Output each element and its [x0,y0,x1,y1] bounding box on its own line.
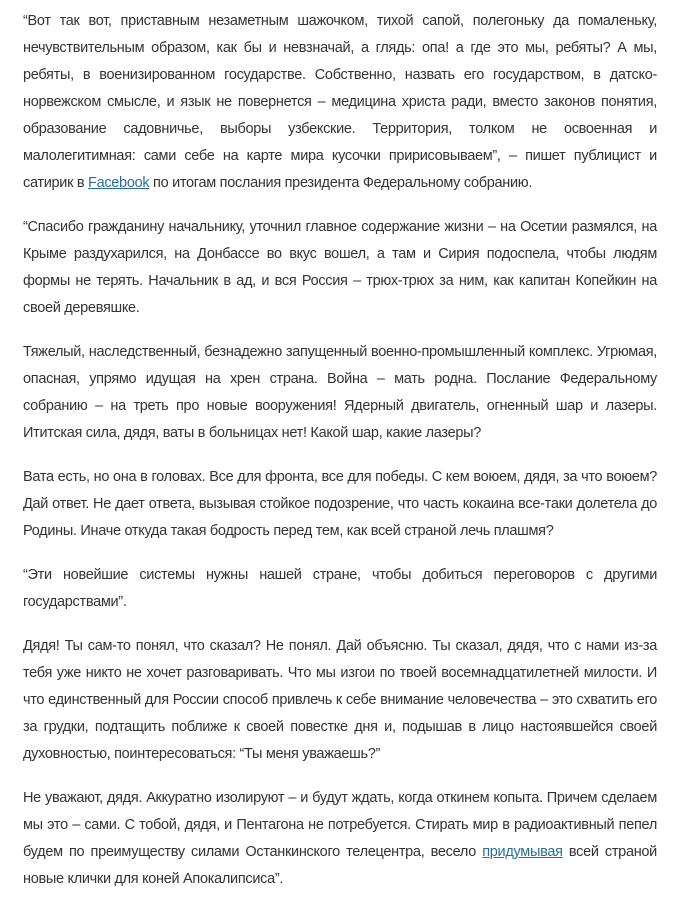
pridumyvaya-link[interactable]: придумывая [482,844,563,860]
paragraph-7 [23,785,657,893]
paragraph-2: “Спасибо гражданину начальнику, уточнил главное содержание жизни – на Осетии размялся, на Крыме раздухарился, на Донбассе во вкус вошел, а там и Сирия подоспела, чтобы людям формы не терять. Начальник в ад, и вся Россия – трюх-трюх за ним, как капитан Копейкин на своей деревяшке. [23,219,657,316]
paragraph-5-quote: “Эти новейшие системы нужны нашей стране, чтобы добиться переговоров с другими государствами”. [23,567,657,610]
article-body [23,8,657,910]
paragraph-4: Вата есть, но она в головах. Все для фронта, все для победы. С кем воюем, дядя, за что воюем? Дай ответ. Не дает ответа, вызывая стойкое подозрение, что часть кокаина все-таки долетела до Родины. Иначе откуда такая бодрость перед тем, как всей страной лечь плашмя? [23,469,657,539]
paragraph-1-text-before: “Вот так вот, приставным незаметным шажочком, тихой сапой, полегоньку да помаленьку, нечувствительным образом, как бы и невзначай, а глядь: опа! а где это мы, ребяты? А мы, ребяты, в военизированном государстве. Собственно, назвать его государством, в датско-норвежском смысле, и язык не повернется – медицина христа ради, вместо законов понятия, образование садовничье, выборы узбекские. Территория, толком не освоенная и малолегитимная: сами себе на карте мира кусочки пририсовываем”, – пишет публицист и сатирик в [23,13,657,191]
paragraph-7-text-before: Не уважают, дядя. Аккуратно изолируют – и будут ждать, когда откинем копыта. Причем сделаем мы это – сами. С тобой, дядя, и Пентагона не потребуется. Стирать мир в радиоактивный пепел будем по преимуществу силами Останкинского телецентра, весело [23,790,657,860]
paragraph-3: Тяжелый, наследственный, безнадежно запущенный военно-промышленный комплекс. Угрюмая, опасная, упрямо идущая на хрен страна. Война – мать родна. Послание Федеральному собранию – на треть про новые вооружения! Ядерный двигатель, огненный шар и лазеры. Ититская сила, дядя, ваты в больницах нет! Какой шар, какие лазеры? [23,344,657,441]
paragraph-1 [23,8,657,197]
paragraph-1-text-after: по итогам послания президента Федеральному собранию. [149,175,533,191]
paragraph-7-text-after: всей страной новые клички для коней Апокалипсиса”. [23,844,657,887]
facebook-link[interactable]: Facebook [88,175,150,191]
paragraph-6: Дядя! Ты сам-то понял, что сказал? Не понял. Дай объясню. Ты сказал, дядя, что с нами из-за тебя уже никто не хочет разговаривать. Что мы изгои по твоей восемнадцатилетней милости. И что единственный для России способ привлечь к себе внимание человечества – это схватить его за грудки, подтащить поближе к своей повестке дня и, подышав в лицо настоявшейся своей духовностью, поинтересоваться: “Ты меня уважаешь?” [23,638,657,762]
